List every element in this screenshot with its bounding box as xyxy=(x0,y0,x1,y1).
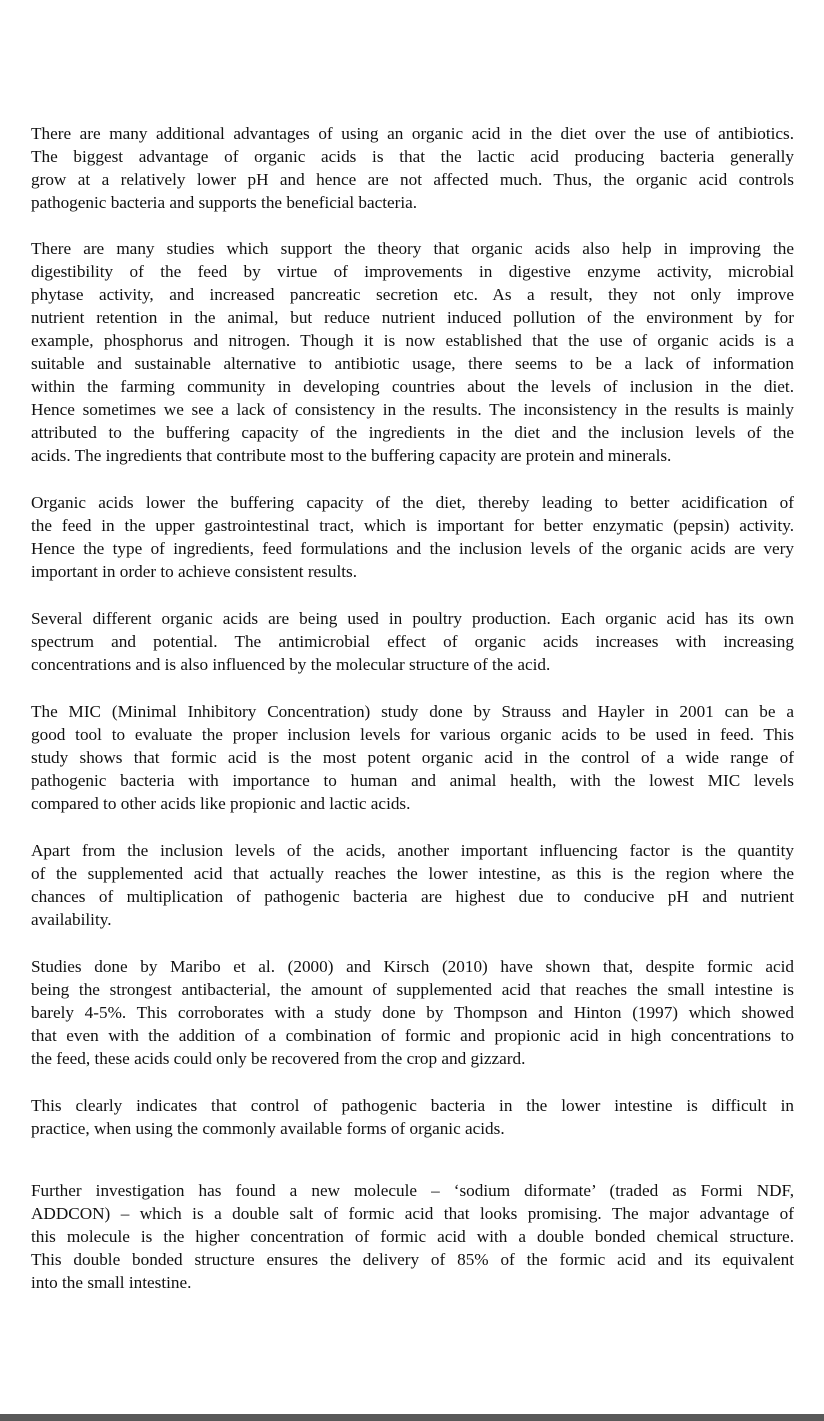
text-line: phytase activity, and increased pancreatic secretion etc. As a result, they not only improve xyxy=(31,285,794,304)
text-line: This double bonded structure ensures the delivery of 85% of the formic acid and its equivalent xyxy=(31,1250,794,1269)
text-line: This clearly indicates that control of pathogenic bacteria in the lower intestine is difficult in xyxy=(31,1096,794,1115)
text-line: pathogenic bacteria with importance to human and animal health, with the lowest MIC levels xyxy=(31,771,794,790)
bottom-scroll-bar[interactable] xyxy=(0,1414,824,1421)
text-line: grow at a relatively lower pH and hence are not affected much. Thus, the organic acid controls xyxy=(31,170,794,189)
text-line: Studies done by Maribo et al. (2000) and Kirsch (2010) have shown that, despite formic acid xyxy=(31,957,794,976)
text-line: important in order to achieve consistent results. xyxy=(31,562,358,581)
text-line: this molecule is the higher concentration of formic acid with a double bonded chemical structure. xyxy=(31,1227,794,1246)
paragraph-conclusion xyxy=(31,1094,794,1140)
paragraph-advantages xyxy=(31,122,794,214)
text-line: The biggest advantage of organic acids is that the lactic acid producing bacteria generally xyxy=(31,147,794,166)
text-line: Hence sometimes we see a lack of consistency in the results. The inconsistency in the results is mainly xyxy=(31,400,794,419)
text-line: good tool to evaluate the proper inclusion levels for various organic acids to be used in feed. This xyxy=(31,725,794,744)
text-line: practice, when using the commonly available forms of organic acids. xyxy=(31,1119,505,1138)
text-line: attributed to the buffering capacity of the ingredients in the diet and the inclusion levels of the xyxy=(31,423,794,442)
paragraph-sodium-diformate xyxy=(31,1179,794,1294)
paragraph-buffering xyxy=(31,491,794,583)
paragraph-digestibility xyxy=(31,237,794,467)
text-line: the feed, these acids could only be recovered from the crop and gizzard. xyxy=(31,1049,526,1068)
text-line: digestibility of the feed by virtue of improvements in digestive enzyme activity, microbial xyxy=(31,262,794,281)
text-line: the feed in the upper gastrointestinal tract, which is important for better enzymatic (pepsin) activity. xyxy=(31,516,794,535)
text-line: There are many studies which support the theory that organic acids also help in improving the xyxy=(31,239,794,258)
text-line: Organic acids lower the buffering capacity of the diet, thereby leading to better acidification of xyxy=(31,493,794,512)
text-line: of the supplemented acid that actually reaches the lower intestine, as this is the region where the xyxy=(31,864,794,883)
text-line: compared to other acids like propionic and lactic acids. xyxy=(31,794,411,813)
text-line: ADDCON) – which is a double salt of formic acid that looks promising. The major advantage of xyxy=(31,1204,794,1223)
text-line: into the small intestine. xyxy=(31,1273,192,1292)
text-line: Apart from the inclusion levels of the acids, another important influencing factor is the quantity xyxy=(31,841,794,860)
text-line: availability. xyxy=(31,910,112,929)
text-line: barely 4-5%. This corroborates with a study done by Thompson and Hinton (1997) which showed xyxy=(31,1003,794,1022)
text-line: There are many additional advantages of using an organic acid in the diet over the use of antibiotics. xyxy=(31,124,794,143)
text-line: nutrient retention in the animal, but reduce nutrient induced pollution of the environment by for xyxy=(31,308,794,327)
text-line: The MIC (Minimal Inhibitory Concentration) study done by Strauss and Hayler in 2001 can be a xyxy=(31,702,794,721)
paragraph-organic-acids xyxy=(31,607,794,676)
text-line: being the strongest antibacterial, the amount of supplemented acid that reaches the small intestine is xyxy=(31,980,794,999)
text-line: Hence the type of ingredients, feed formulations and the inclusion levels of the organic acids are very xyxy=(31,539,794,558)
text-line: Further investigation has found a new molecule – ‘sodium diformate’ (traded as Formi NDF, xyxy=(31,1181,794,1200)
paragraph-mic-study xyxy=(31,700,794,815)
text-line: study shows that formic acid is the most potent organic acid in the control of a wide range of xyxy=(31,748,794,767)
text-line: chances of multiplication of pathogenic bacteria are highest due to conducive pH and nutrient xyxy=(31,887,794,906)
paragraph-inclusion-levels xyxy=(31,839,794,931)
text-line: example, phosphorus and nitrogen. Though it is now established that the use of organic acids is a xyxy=(31,331,794,350)
text-line: within the farming community in developing countries about the levels of inclusion in the diet. xyxy=(31,377,794,396)
text-line: pathogenic bacteria and supports the beneficial bacteria. xyxy=(31,193,418,212)
text-line: Several different organic acids are being used in poultry production. Each organic acid has its own xyxy=(31,609,794,628)
text-line: that even with the addition of a combination of formic and propionic acid in high concentrations to xyxy=(31,1026,794,1045)
text-line: concentrations and is also influenced by the molecular structure of the acid. xyxy=(31,655,551,674)
text-line: acids. The ingredients that contribute most to the buffering capacity are protein and minerals. xyxy=(31,446,672,465)
text-line: spectrum and potential. The antimicrobial effect of organic acids increases with increasing xyxy=(31,632,794,651)
paragraph-studies xyxy=(31,955,794,1070)
text-line: suitable and sustainable alternative to antibiotic usage, there seems to be a lack of information xyxy=(31,354,794,373)
